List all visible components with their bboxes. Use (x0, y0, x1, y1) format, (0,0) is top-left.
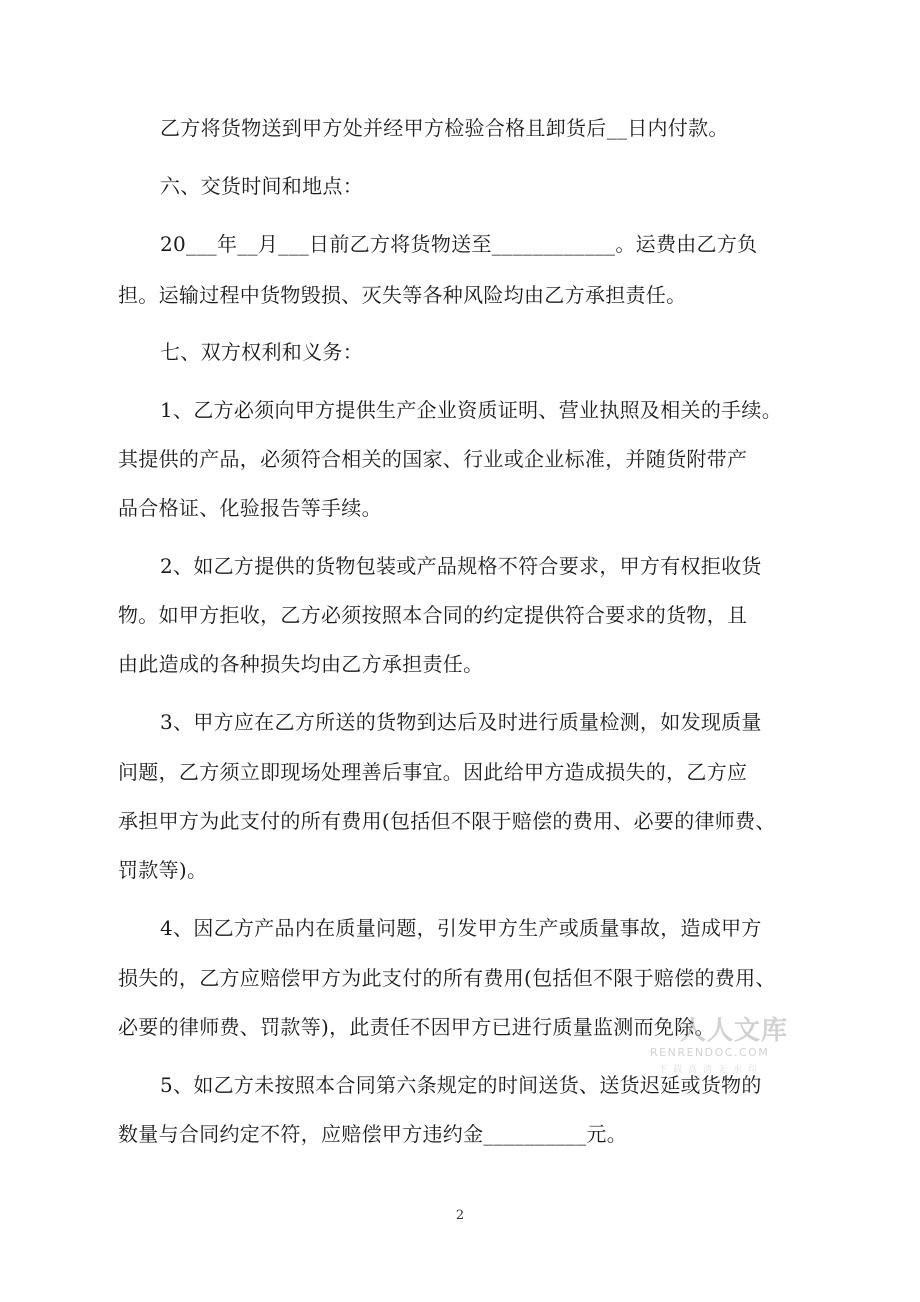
clause-1-line-2: 其提供的产品，必须符合相关的国家、行业或企业标准，并随货附带产 (118, 447, 748, 471)
page-number: 2 (455, 1208, 465, 1223)
section-heading-delivery: 六、交货时间和地点： (160, 174, 363, 198)
clause-1-line-3: 品合格证、化验报告等手续。 (118, 496, 382, 520)
clause-5-line-2: 数量与合同约定不符，应赔偿甲方违约金__________元。 (118, 1122, 627, 1146)
clause-5-line-1: 5、如乙方未按照本合同第六条规定的时间送货、送货迟延或货物的 (160, 1073, 762, 1097)
clause-3-line-4: 罚款等)。 (118, 858, 208, 882)
watermark-site: RENRENDOC.COM (650, 1046, 770, 1059)
paragraph-3-line-1: 20___年__月___日前乙方将货物送至____________。运费由乙方负 (160, 232, 758, 256)
clause-4-line-1: 4、因乙方产品内在质量问题，引发甲方生产或质量事故，造成甲方 (160, 916, 762, 940)
watermark-logo (650, 1010, 789, 1076)
clause-2-line-2: 物。如甲方拒收，乙方必须按照本合同的约定提供符合要求的货物，且 (118, 603, 748, 627)
section-heading-rights: 七、双方权利和义务： (160, 340, 363, 364)
clause-4-line-2: 损失的，乙方应赔偿甲方为此支付的所有费用(包括但不限于赔偿的费用、 (118, 966, 776, 990)
clause-3-line-3: 承担甲方为此支付的所有费用(包括但不限于赔偿的费用、必要的律师费、 (118, 809, 776, 833)
watermark-title: 人人文库 (680, 1016, 789, 1046)
clause-1-line-1: 1、乙方必须向甲方提供生产企业资质证明、营业执照及相关的手续。 (160, 398, 783, 422)
clause-3-line-2: 问题，乙方须立即现场处理善后事宜。因此给甲方造成损失的，乙方应 (118, 760, 748, 784)
clause-2-line-1: 2、如乙方提供的货物包装或产品规格不符合要求，甲方有权拒收货 (160, 554, 762, 578)
clause-4-line-3: 必要的律师费、罚款等)，此责任不因甲方已进行质量监测而免除。 (118, 1015, 715, 1039)
clause-3-line-1: 3、甲方应在乙方所送的货物到达后及时进行质量检测，如发现质量 (160, 710, 762, 734)
clause-2-line-3: 由此造成的各种损失均由乙方承担责任。 (118, 652, 484, 676)
paragraph-3-line-2: 担。运输过程中货物毁损、灭失等各种风险均由乙方承担责任。 (118, 283, 687, 307)
paragraph-1-line-1: 乙方将货物送到甲方处并经甲方检验合格且卸货后__日内付款。 (160, 116, 729, 140)
watermark-tagline: 下载高清无水印 (658, 1065, 764, 1075)
